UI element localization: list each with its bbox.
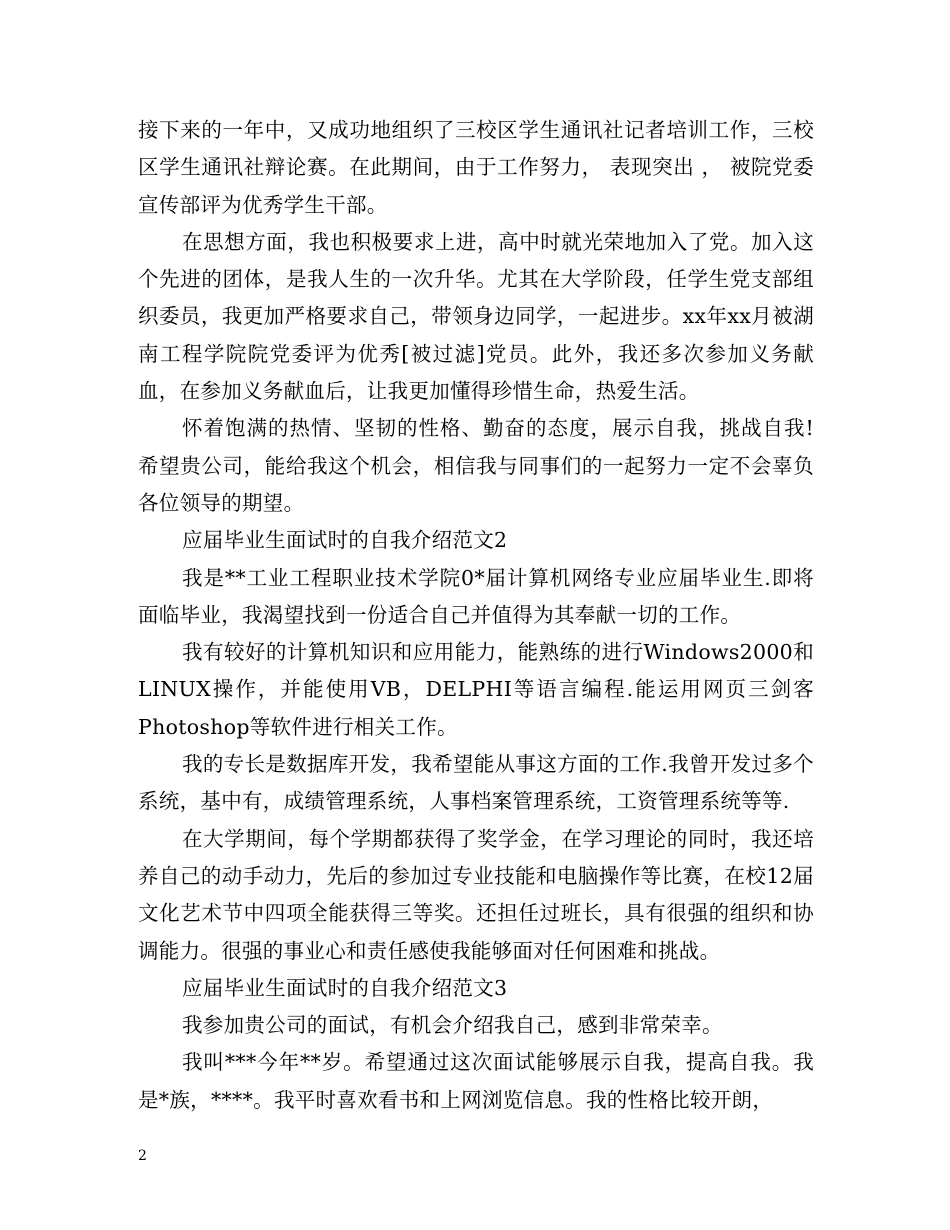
section-heading-2: 应届毕业生面试时的自我介绍范文2 xyxy=(182,528,508,553)
document-body xyxy=(138,112,814,1119)
paragraph-4: 我是**工业工程职业技术学院0*届计算机网络专业应届毕业生.即将面临毕业，我渴望找到一份适合自己并值得为其奉献一切的工作。 xyxy=(138,565,814,627)
paragraph-9: 我叫***今年**岁。希望通过这次面试能够展示自我，提高自我。我是*族，****。我平时喜欢看书和上网浏览信息。我的性格比较开朗， xyxy=(138,1050,814,1112)
paragraph-2: 在思想方面，我也积极要求上进，高中时就光荣地加入了党。加入这个先进的团体，是我人生的一次升华。尤其在大学阶段，任学生党支部组织委员，我更加严格要求自己，带领身边同学，一起进步。xx年xx月被湖南工程学院院党委评为优秀[被过滤]党员。此外，我还多次参加义务献血，在参加义务献血后，让我更加懂得珍惜生命，热爱生活。 xyxy=(138,229,814,404)
page-number: 2 xyxy=(138,1148,147,1164)
section-heading-3: 应届毕业生面试时的自我介绍范文3 xyxy=(182,975,508,1000)
paragraph-5: 我有较好的计算机知识和应用能力，能熟练的进行Windows2000和LINUX操作，并能使用VB，DELPHI等语言编程.能运用网页三剑客Photoshop等软件进行相关工作。 xyxy=(138,640,814,739)
paragraph-6: 我的专长是数据库开发，我希望能从事这方面的工作.我曾开发过多个系统，基中有，成绩管理系统，人事档案管理系统，工资管理系统等等. xyxy=(138,752,814,814)
paragraph-8: 我参加贵公司的面试，有机会介绍我自己，感到非常荣幸。 xyxy=(182,1013,723,1038)
paragraph-3: 怀着饱满的热情、坚韧的性格、勤奋的态度，展示自我，挑战自我!希望贵公司，能给我这个机会，相信我与同事们的一起努力一定不会辜负各位领导的期望。 xyxy=(138,416,814,515)
paragraph-7: 在大学期间，每个学期都获得了奖学金，在学习理论的同时，我还培养自己的动手动力，先后的参加过专业技能和电脑操作等比赛，在校12届文化艺术节中四项全能获得三等奖。还担任过班长，具有很强的组织和协调能力。很强的事业心和责任感使我能够面对任何困难和挑战。 xyxy=(138,826,814,963)
paragraph-1: 接下来的一年中，又成功地组织了三校区学生通讯社记者培训工作，三校区学生通讯社辩论赛。在此期间，由于工作努力， 表现突出 ， 被院党委宣传部评为优秀学生干部。 xyxy=(138,118,814,217)
